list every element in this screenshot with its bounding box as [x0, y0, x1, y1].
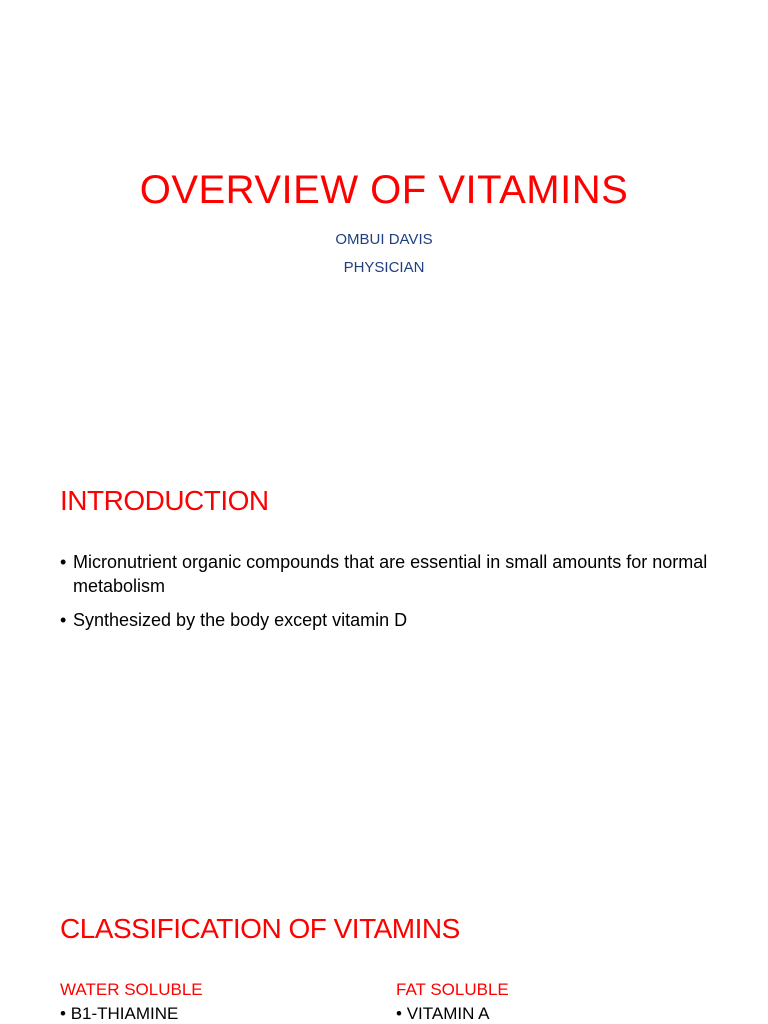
- presentation-title: OVERVIEW OF VITAMINS: [139, 168, 629, 212]
- author-name: OMBUI DAVIS: [335, 231, 433, 248]
- vitamin-name: B1-THIAMINE: [70, 1004, 179, 1023]
- classification-slide: [0, 892, 768, 1024]
- vitamin-name: VITAMIN A: [406, 1004, 490, 1023]
- author-role: PHYSICIAN: [343, 259, 425, 276]
- bullet-icon: •: [60, 610, 67, 630]
- introduction-heading: INTRODUCTION: [60, 485, 269, 516]
- bullet-icon: •: [396, 1004, 407, 1023]
- water-soluble-heading: WATER SOLUBLE: [60, 980, 203, 999]
- fat-soluble-heading: FAT SOLUBLE: [396, 980, 509, 999]
- list-item: [60, 550, 730, 598]
- water-soluble-list-item: [60, 1004, 178, 1024]
- bullet-text: Micronutrient organic compounds that are essential in small amounts for normal metabolism: [73, 552, 708, 596]
- classification-heading: CLASSIFICATION OF VITAMINS: [60, 913, 460, 944]
- bullet-icon: •: [60, 1004, 71, 1023]
- bullet-icon: •: [60, 552, 67, 572]
- introduction-bullet-list: [60, 550, 730, 642]
- list-item: [60, 608, 730, 632]
- bullet-text: Synthesized by the body except vitamin D: [73, 610, 408, 630]
- title-slide: [0, 0, 768, 438]
- introduction-slide: [0, 446, 768, 884]
- fat-soluble-list-item: [396, 1004, 490, 1024]
